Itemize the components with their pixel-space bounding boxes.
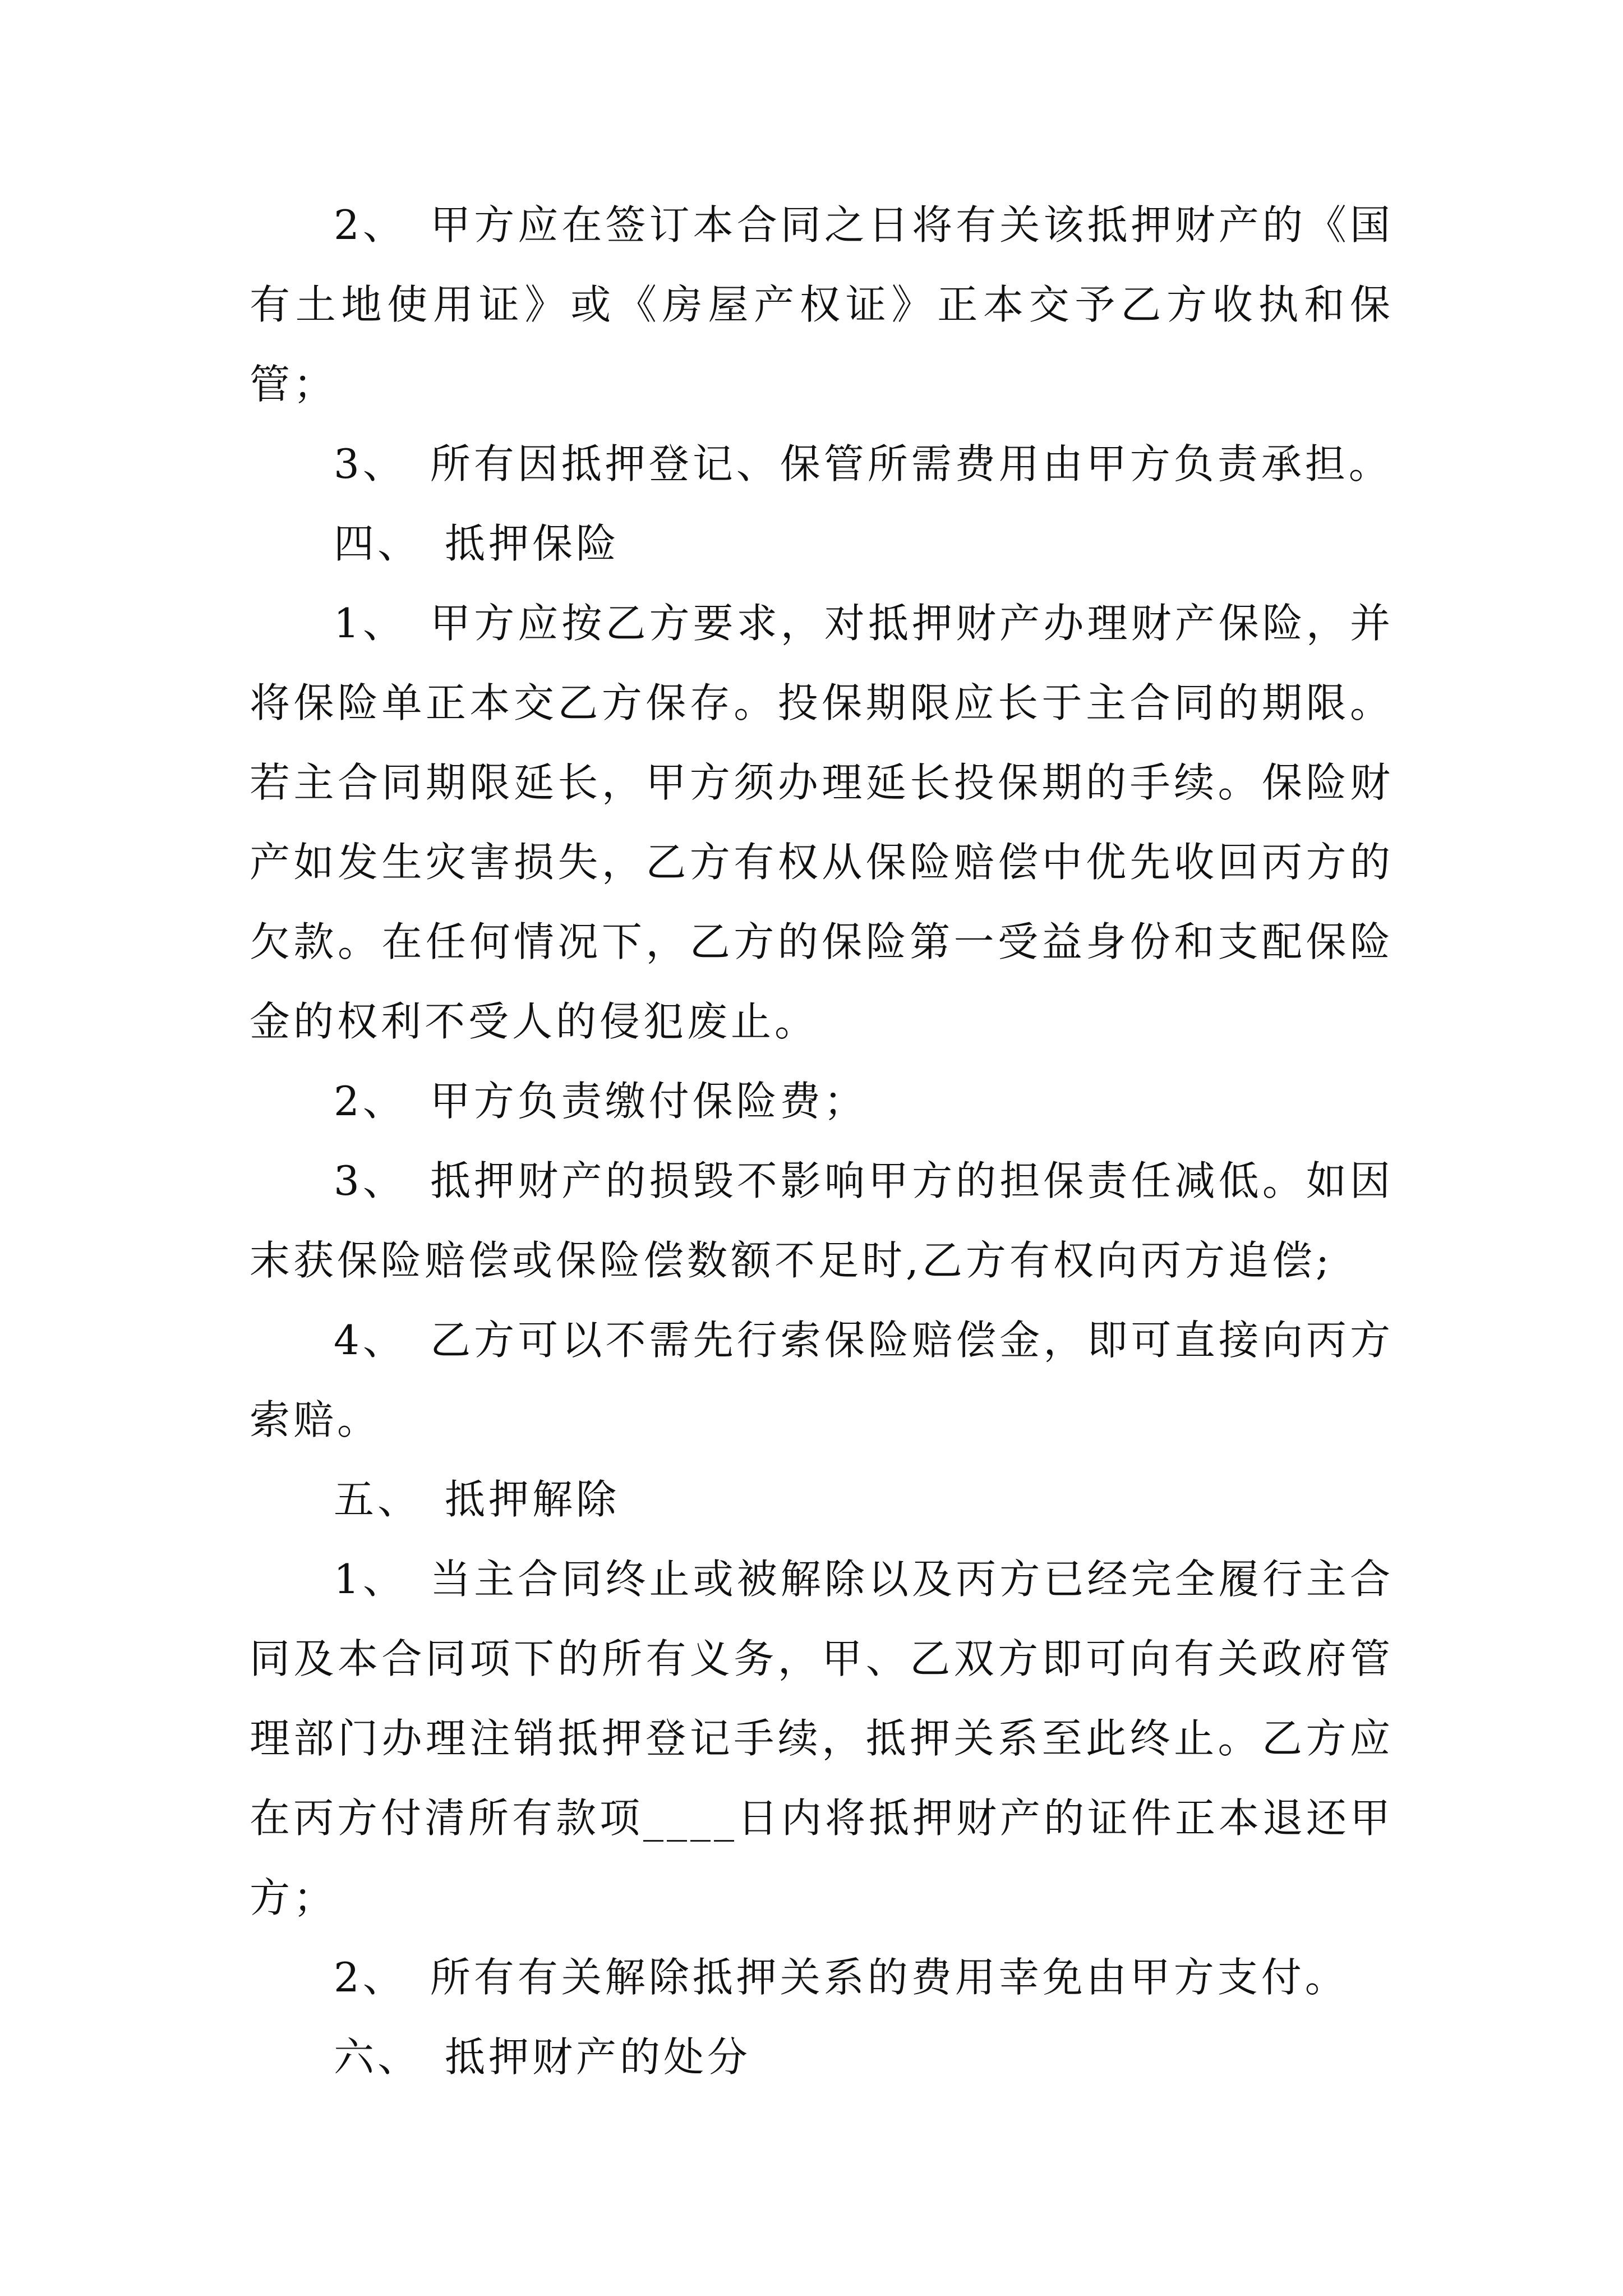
paragraph-1-property-insurance: 1、 甲方应按乙方要求，对抵押财产办理财产保险，并将保险单正本交乙方保存。投保期限应长于主合同的期限。若主合同期限延长，甲方须办理延长投保期的手续。保险财产如发生灾害损失，乙方有权从保险赔偿中优先收回丙方的欠款。在任何情况下，乙方的保险第一受益身份和支配保险金的权利不受人的侵犯废止。 [250, 600, 1394, 1045]
document-body [250, 185, 1394, 2097]
paragraph-3-registration-fees: 3、 所有因抵押登记、保管所需费用由甲方负责承担。 [334, 440, 1393, 487]
paragraph-4-direct-claim: 4、 乙方可以不需先行索保险赔偿金，即可直接向丙方索赔。 [250, 1317, 1394, 1443]
section-heading-mortgage-release: 五、 抵押解除 [334, 1476, 620, 1523]
paragraph-2-release-fees: 2、 所有有关解除抵押关系的费用幸免由甲方支付。 [334, 1954, 1349, 2001]
paragraph-2-certificate-handover: 2、 甲方应在签订本合同之日将有关该抵押财产的《国有土地使用证》或《房屋产权证》正本交予乙方收执和保管； [250, 201, 1394, 408]
paragraph-1-release-procedure: 1、 当主合同终止或被解除以及丙方已经完全履行主合同及本合同项下的所有义务，甲、乙双方即可向有关政府管理部门办理注销抵押登记手续，抵押关系至此终止。乙方应在丙方付清所有款项____日内将抵押财产的证件正本退还甲方； [250, 1556, 1394, 1921]
section-heading-property-disposal: 六、 抵押财产的处分 [334, 2033, 751, 2081]
paragraph-3-damage-liability: 3、 抵押财产的损毁不影响甲方的担保责任减低。如因末获保险赔偿或保险偿数额不足时,乙方有权向丙方追偿; [250, 1157, 1394, 1284]
section-heading-mortgage-insurance: 四、 抵押保险 [334, 520, 620, 567]
paragraph-2-insurance-premium: 2、 甲方负责缴付保险费； [334, 1078, 868, 1125]
